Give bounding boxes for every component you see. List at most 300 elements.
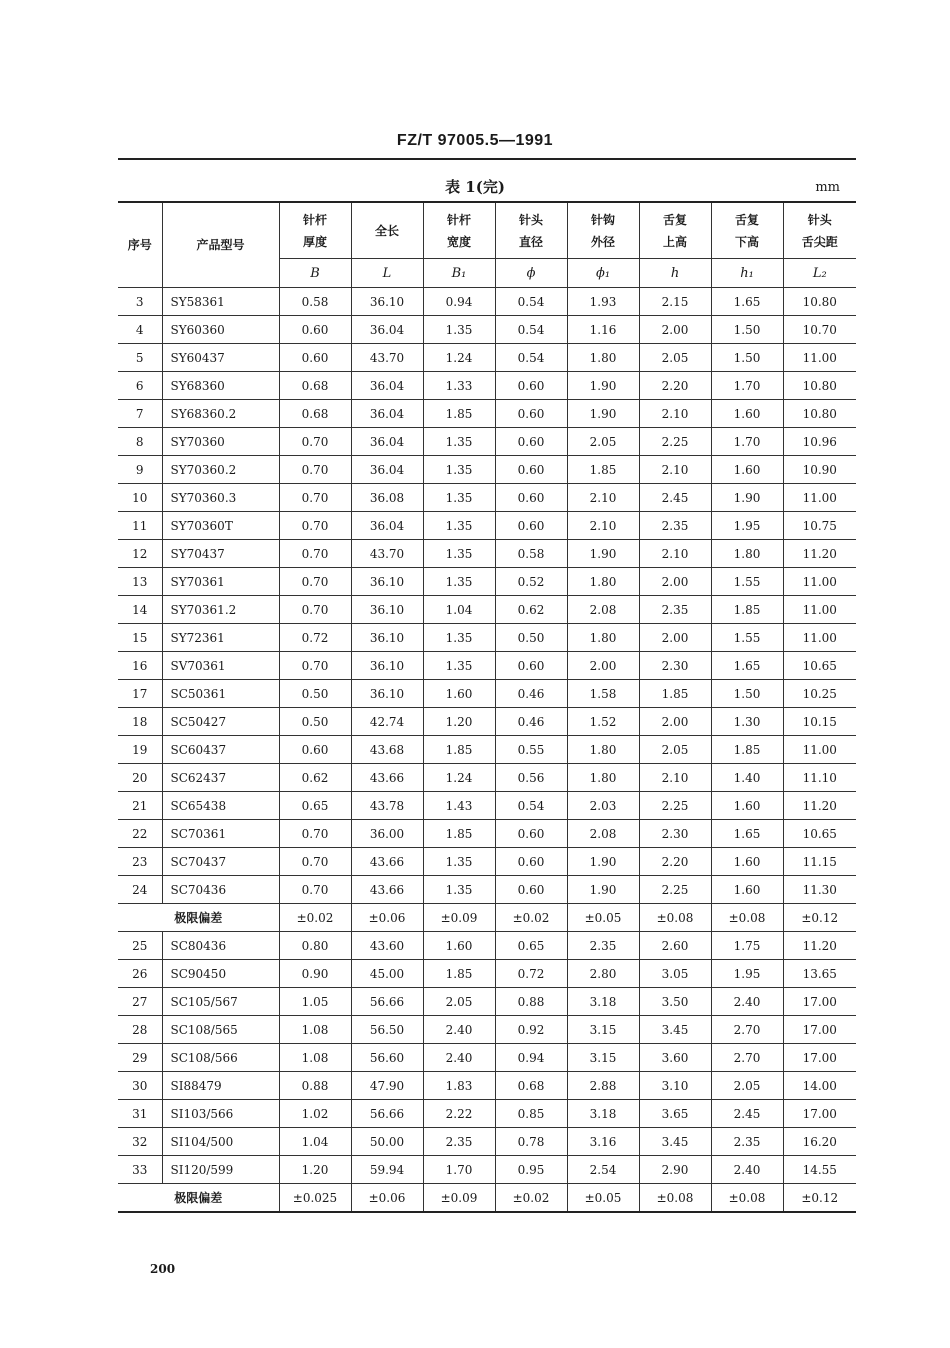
value-cell: 56.66 <box>351 1100 423 1128</box>
value-cell: 36.10 <box>351 568 423 596</box>
model-cell: SC70361 <box>162 820 279 848</box>
value-cell: 0.60 <box>495 372 567 400</box>
row-index-cell: 22 <box>118 820 162 848</box>
value-cell: 11.00 <box>783 344 856 372</box>
model-cell: SI104/500 <box>162 1128 279 1156</box>
value-cell: 17.00 <box>783 1100 856 1128</box>
value-cell: 0.60 <box>495 848 567 876</box>
model-cell: SC90450 <box>162 960 279 988</box>
value-cell: 1.35 <box>423 428 495 456</box>
tolerance-value: ±0.06 <box>351 1184 423 1213</box>
value-cell: 0.46 <box>495 708 567 736</box>
col-header-latch-lower-height: 舌复 下高 <box>711 202 783 259</box>
col-header-latch-upper-height: 舌复 上高 <box>639 202 711 259</box>
tolerance-row <box>118 904 856 932</box>
standard-code: FZ/T 97005.5—1991 <box>396 132 554 149</box>
value-cell: 10.75 <box>783 512 856 540</box>
value-cell: 0.88 <box>279 1072 351 1100</box>
value-cell: 3.15 <box>567 1016 639 1044</box>
table-row <box>118 1100 856 1128</box>
value-cell: 3.16 <box>567 1128 639 1156</box>
value-cell: 43.60 <box>351 932 423 960</box>
symbol-cell: h <box>639 259 711 288</box>
value-cell: 0.60 <box>279 344 351 372</box>
row-index-cell: 27 <box>118 988 162 1016</box>
value-cell: 1.55 <box>711 624 783 652</box>
value-cell: 1.33 <box>423 372 495 400</box>
tolerance-value: ±0.12 <box>783 904 856 932</box>
symbol-cell: B₁ <box>423 259 495 288</box>
value-cell: 14.55 <box>783 1156 856 1184</box>
value-cell: 1.70 <box>423 1156 495 1184</box>
value-cell: 17.00 <box>783 988 856 1016</box>
header-rule <box>118 158 856 160</box>
value-cell: 1.35 <box>423 876 495 904</box>
table-row <box>118 652 856 680</box>
value-cell: 1.16 <box>567 316 639 344</box>
symbol-cell: ϕ <box>495 259 567 288</box>
model-cell: SY70360 <box>162 428 279 456</box>
value-cell: 14.00 <box>783 1072 856 1100</box>
value-cell: 45.00 <box>351 960 423 988</box>
value-cell: 10.15 <box>783 708 856 736</box>
value-cell: 1.04 <box>423 596 495 624</box>
value-cell: 2.05 <box>567 428 639 456</box>
value-cell: 1.58 <box>567 680 639 708</box>
value-cell: 1.55 <box>711 568 783 596</box>
value-cell: 50.00 <box>351 1128 423 1156</box>
row-index-cell: 16 <box>118 652 162 680</box>
value-cell: 0.70 <box>279 456 351 484</box>
value-cell: 0.68 <box>495 1072 567 1100</box>
table-row <box>118 792 856 820</box>
value-cell: 0.60 <box>279 316 351 344</box>
value-cell: 0.90 <box>279 960 351 988</box>
value-cell: 1.50 <box>711 316 783 344</box>
model-cell: SY68360.2 <box>162 400 279 428</box>
value-cell: 3.45 <box>639 1016 711 1044</box>
value-cell: 43.66 <box>351 848 423 876</box>
table-row <box>118 624 856 652</box>
value-cell: 2.70 <box>711 1016 783 1044</box>
tolerance-label: 极限偏差 <box>118 1184 279 1213</box>
value-cell: 36.00 <box>351 820 423 848</box>
symbol-cell: L <box>351 259 423 288</box>
model-cell: SY70437 <box>162 540 279 568</box>
tolerance-value: ±0.08 <box>639 1184 711 1213</box>
value-cell: 2.35 <box>423 1128 495 1156</box>
value-cell: 10.70 <box>783 316 856 344</box>
table-row <box>118 820 856 848</box>
value-cell: 59.94 <box>351 1156 423 1184</box>
value-cell: 1.75 <box>711 932 783 960</box>
symbol-cell: B <box>279 259 351 288</box>
table-row <box>118 848 856 876</box>
value-cell: 10.25 <box>783 680 856 708</box>
value-cell: 0.60 <box>495 652 567 680</box>
value-cell: 2.10 <box>639 456 711 484</box>
value-cell: 0.60 <box>495 456 567 484</box>
value-cell: 2.35 <box>639 512 711 540</box>
model-cell: SC60437 <box>162 736 279 764</box>
page-number: 200 <box>150 1262 176 1276</box>
value-cell: 1.80 <box>567 764 639 792</box>
value-cell: 2.05 <box>639 344 711 372</box>
tolerance-value: ±0.025 <box>279 1184 351 1213</box>
value-cell: 1.30 <box>711 708 783 736</box>
value-cell: 36.04 <box>351 512 423 540</box>
value-cell: 2.40 <box>423 1016 495 1044</box>
model-cell: SC105/567 <box>162 988 279 1016</box>
value-cell: 2.00 <box>639 316 711 344</box>
col-header-model: 产品型号 <box>162 202 279 288</box>
value-cell: 1.95 <box>711 512 783 540</box>
value-cell: 36.04 <box>351 456 423 484</box>
value-cell: 1.20 <box>423 708 495 736</box>
tolerance-value: ±0.02 <box>495 1184 567 1213</box>
value-cell: 1.85 <box>711 596 783 624</box>
value-cell: 11.00 <box>783 596 856 624</box>
value-cell: 1.85 <box>567 456 639 484</box>
value-cell: 10.90 <box>783 456 856 484</box>
value-cell: 0.54 <box>495 288 567 316</box>
value-cell: 11.30 <box>783 876 856 904</box>
value-cell: 0.54 <box>495 344 567 372</box>
tolerance-row <box>118 1184 856 1213</box>
value-cell: 11.20 <box>783 540 856 568</box>
col-header-shank-width: 针杆 宽度 <box>423 202 495 259</box>
tolerance-value: ±0.02 <box>279 904 351 932</box>
model-cell: SY68360 <box>162 372 279 400</box>
value-cell: 11.10 <box>783 764 856 792</box>
value-cell: 3.18 <box>567 1100 639 1128</box>
table-row <box>118 456 856 484</box>
value-cell: 2.05 <box>423 988 495 1016</box>
value-cell: 1.90 <box>567 876 639 904</box>
model-cell: SI120/599 <box>162 1156 279 1184</box>
row-index-cell: 3 <box>118 288 162 316</box>
value-cell: 36.04 <box>351 428 423 456</box>
value-cell: 0.88 <box>495 988 567 1016</box>
value-cell: 1.35 <box>423 512 495 540</box>
table-row <box>118 736 856 764</box>
value-cell: 0.60 <box>495 428 567 456</box>
model-cell: SC80436 <box>162 932 279 960</box>
value-cell: 0.68 <box>279 400 351 428</box>
model-cell: SC50427 <box>162 708 279 736</box>
value-cell: 2.30 <box>639 652 711 680</box>
value-cell: 3.10 <box>639 1072 711 1100</box>
value-cell: 1.35 <box>423 652 495 680</box>
value-cell: 2.40 <box>423 1044 495 1072</box>
value-cell: 2.00 <box>639 568 711 596</box>
row-index-cell: 4 <box>118 316 162 344</box>
symbol-cell: h₁ <box>711 259 783 288</box>
value-cell: 1.85 <box>423 820 495 848</box>
value-cell: 1.52 <box>567 708 639 736</box>
model-cell: SY70361.2 <box>162 596 279 624</box>
value-cell: 0.70 <box>279 820 351 848</box>
value-cell: 2.25 <box>639 792 711 820</box>
value-cell: 1.70 <box>711 428 783 456</box>
table-row <box>118 344 856 372</box>
table-row <box>118 1072 856 1100</box>
model-cell: SY70360.3 <box>162 484 279 512</box>
row-index-cell: 17 <box>118 680 162 708</box>
model-cell: SC70436 <box>162 876 279 904</box>
value-cell: 3.60 <box>639 1044 711 1072</box>
value-cell: 1.80 <box>567 344 639 372</box>
value-cell: 0.60 <box>495 484 567 512</box>
value-cell: 0.94 <box>423 288 495 316</box>
value-cell: 0.70 <box>279 484 351 512</box>
value-cell: 1.85 <box>423 960 495 988</box>
row-index-cell: 11 <box>118 512 162 540</box>
value-cell: 1.85 <box>423 736 495 764</box>
value-cell: 43.78 <box>351 792 423 820</box>
value-cell: 0.62 <box>495 596 567 624</box>
value-cell: 0.85 <box>495 1100 567 1128</box>
value-cell: 43.70 <box>351 344 423 372</box>
table-row <box>118 596 856 624</box>
row-index-cell: 30 <box>118 1072 162 1100</box>
value-cell: 1.02 <box>279 1100 351 1128</box>
row-index-cell: 26 <box>118 960 162 988</box>
value-cell: 1.35 <box>423 568 495 596</box>
value-cell: 10.80 <box>783 400 856 428</box>
value-cell: 0.50 <box>495 624 567 652</box>
value-cell: 1.65 <box>711 288 783 316</box>
value-cell: 36.04 <box>351 372 423 400</box>
row-index-cell: 32 <box>118 1128 162 1156</box>
table-row <box>118 708 856 736</box>
value-cell: 2.10 <box>567 512 639 540</box>
table-row <box>118 1156 856 1184</box>
value-cell: 36.04 <box>351 316 423 344</box>
value-cell: 2.10 <box>639 540 711 568</box>
value-cell: 43.66 <box>351 764 423 792</box>
tolerance-value: ±0.08 <box>711 1184 783 1213</box>
model-cell: SV70361 <box>162 652 279 680</box>
model-cell: SY70360T <box>162 512 279 540</box>
row-index-cell: 12 <box>118 540 162 568</box>
value-cell: 1.70 <box>711 372 783 400</box>
table-row <box>118 484 856 512</box>
value-cell: 1.35 <box>423 456 495 484</box>
value-cell: 10.80 <box>783 288 856 316</box>
value-cell: 0.50 <box>279 680 351 708</box>
value-cell: 0.50 <box>279 708 351 736</box>
value-cell: 0.70 <box>279 540 351 568</box>
value-cell: 1.50 <box>711 680 783 708</box>
value-cell: 2.05 <box>639 736 711 764</box>
value-cell: 43.66 <box>351 876 423 904</box>
value-cell: 1.85 <box>711 736 783 764</box>
spec-table <box>118 201 856 1213</box>
table-row <box>118 288 856 316</box>
value-cell: 1.35 <box>423 316 495 344</box>
value-cell: 2.15 <box>639 288 711 316</box>
model-cell: SC108/566 <box>162 1044 279 1072</box>
table-row <box>118 1044 856 1072</box>
value-cell: 56.60 <box>351 1044 423 1072</box>
tolerance-value: ±0.09 <box>423 904 495 932</box>
value-cell: 0.65 <box>495 932 567 960</box>
tolerance-value: ±0.08 <box>711 904 783 932</box>
model-cell: SC70437 <box>162 848 279 876</box>
value-cell: 0.70 <box>279 848 351 876</box>
model-cell: SC62437 <box>162 764 279 792</box>
table-row <box>118 680 856 708</box>
value-cell: 1.08 <box>279 1044 351 1072</box>
model-cell: SC65438 <box>162 792 279 820</box>
value-cell: 10.80 <box>783 372 856 400</box>
tolerance-value: ±0.02 <box>495 904 567 932</box>
row-index-cell: 25 <box>118 932 162 960</box>
value-cell: 0.70 <box>279 652 351 680</box>
value-cell: 1.60 <box>711 400 783 428</box>
value-cell: 1.50 <box>711 344 783 372</box>
row-index-cell: 7 <box>118 400 162 428</box>
value-cell: 0.92 <box>495 1016 567 1044</box>
value-cell: 0.68 <box>279 372 351 400</box>
value-cell: 36.10 <box>351 652 423 680</box>
value-cell: 2.10 <box>567 484 639 512</box>
value-cell: 2.30 <box>639 820 711 848</box>
row-index-cell: 15 <box>118 624 162 652</box>
table-row <box>118 372 856 400</box>
value-cell: 2.60 <box>639 932 711 960</box>
value-cell: 2.45 <box>639 484 711 512</box>
value-cell: 1.60 <box>711 876 783 904</box>
value-cell: 0.55 <box>495 736 567 764</box>
value-cell: 1.24 <box>423 344 495 372</box>
value-cell: 3.18 <box>567 988 639 1016</box>
model-cell: SY60437 <box>162 344 279 372</box>
value-cell: 2.40 <box>711 988 783 1016</box>
symbol-cell: ϕ₁ <box>567 259 639 288</box>
value-cell: 56.66 <box>351 988 423 1016</box>
tolerance-value: ±0.05 <box>567 904 639 932</box>
value-cell: 0.60 <box>495 876 567 904</box>
model-cell: SI88479 <box>162 1072 279 1100</box>
col-header-head-diameter: 针头 直径 <box>495 202 567 259</box>
row-index-cell: 6 <box>118 372 162 400</box>
value-cell: 2.35 <box>567 932 639 960</box>
row-index-cell: 18 <box>118 708 162 736</box>
value-cell: 0.60 <box>495 820 567 848</box>
value-cell: 17.00 <box>783 1016 856 1044</box>
symbol-cell: L₂ <box>783 259 856 288</box>
tolerance-value: ±0.05 <box>567 1184 639 1213</box>
model-cell: SY58361 <box>162 288 279 316</box>
table-row <box>118 512 856 540</box>
tolerance-label: 极限偏差 <box>118 904 279 932</box>
value-cell: 36.10 <box>351 596 423 624</box>
value-cell: 0.70 <box>279 568 351 596</box>
value-cell: 36.10 <box>351 288 423 316</box>
value-cell: 1.60 <box>423 680 495 708</box>
table-body <box>118 288 856 1213</box>
value-cell: 0.56 <box>495 764 567 792</box>
value-cell: 1.60 <box>711 792 783 820</box>
value-cell: 1.43 <box>423 792 495 820</box>
model-cell: SY72361 <box>162 624 279 652</box>
table-row <box>118 540 856 568</box>
value-cell: 1.80 <box>711 540 783 568</box>
value-cell: 2.90 <box>639 1156 711 1184</box>
value-cell: 1.90 <box>567 540 639 568</box>
row-index-cell: 29 <box>118 1044 162 1072</box>
value-cell: 1.93 <box>567 288 639 316</box>
value-cell: 3.15 <box>567 1044 639 1072</box>
value-cell: 2.80 <box>567 960 639 988</box>
table-header-row <box>118 202 856 259</box>
value-cell: 2.70 <box>711 1044 783 1072</box>
value-cell: 42.74 <box>351 708 423 736</box>
value-cell: 0.60 <box>495 400 567 428</box>
value-cell: 16.20 <box>783 1128 856 1156</box>
row-index-cell: 21 <box>118 792 162 820</box>
model-cell: SC50361 <box>162 680 279 708</box>
table-row <box>118 764 856 792</box>
value-cell: 0.72 <box>495 960 567 988</box>
table-unit: mm <box>815 180 840 195</box>
value-cell: 2.08 <box>567 596 639 624</box>
value-cell: 1.60 <box>423 932 495 960</box>
col-header-shank-thickness: 针杆 厚度 <box>279 202 351 259</box>
value-cell: 1.35 <box>423 540 495 568</box>
tolerance-value: ±0.06 <box>351 904 423 932</box>
value-cell: 0.72 <box>279 624 351 652</box>
row-index-cell: 9 <box>118 456 162 484</box>
model-cell: SY70361 <box>162 568 279 596</box>
value-cell: 17.00 <box>783 1044 856 1072</box>
table-row <box>118 400 856 428</box>
row-index-cell: 8 <box>118 428 162 456</box>
row-index-cell: 33 <box>118 1156 162 1184</box>
col-header-latch-tip-distance: 针头 舌尖距 <box>783 202 856 259</box>
table-row <box>118 932 856 960</box>
value-cell: 11.00 <box>783 736 856 764</box>
table-row <box>118 316 856 344</box>
value-cell: 0.60 <box>495 512 567 540</box>
table-row <box>118 568 856 596</box>
value-cell: 10.65 <box>783 820 856 848</box>
value-cell: 2.05 <box>711 1072 783 1100</box>
table-row <box>118 1128 856 1156</box>
value-cell: 0.62 <box>279 764 351 792</box>
value-cell: 1.80 <box>567 568 639 596</box>
value-cell: 11.00 <box>783 568 856 596</box>
value-cell: 11.20 <box>783 792 856 820</box>
value-cell: 2.10 <box>639 400 711 428</box>
value-cell: 1.65 <box>711 652 783 680</box>
value-cell: 2.54 <box>567 1156 639 1184</box>
value-cell: 36.04 <box>351 400 423 428</box>
value-cell: 1.80 <box>567 736 639 764</box>
tolerance-value: ±0.12 <box>783 1184 856 1213</box>
row-index-cell: 13 <box>118 568 162 596</box>
row-index-cell: 10 <box>118 484 162 512</box>
value-cell: 1.35 <box>423 484 495 512</box>
value-cell: 56.50 <box>351 1016 423 1044</box>
value-cell: 2.08 <box>567 820 639 848</box>
table-row <box>118 960 856 988</box>
value-cell: 2.20 <box>639 372 711 400</box>
value-cell: 2.00 <box>639 708 711 736</box>
model-cell: SI103/566 <box>162 1100 279 1128</box>
